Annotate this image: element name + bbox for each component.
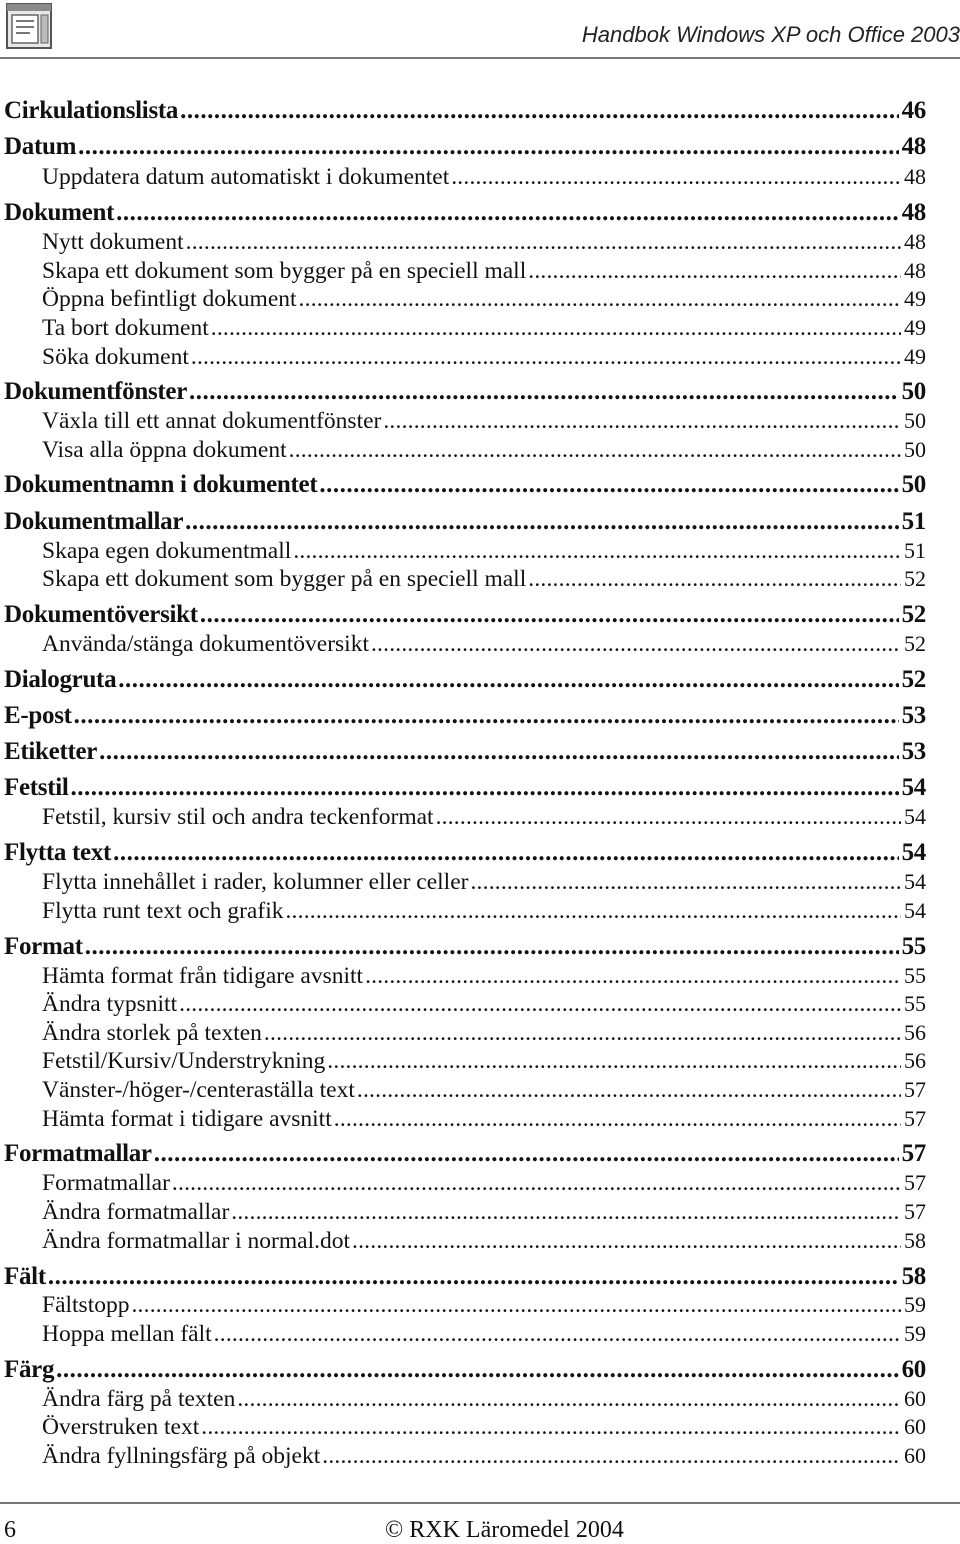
toc-subentry xyxy=(4,989,926,1019)
dot-leader xyxy=(383,406,901,436)
toc-page-number: 52 xyxy=(904,566,926,591)
toc-entry xyxy=(4,665,926,695)
dot-leader xyxy=(319,470,898,500)
toc-subentry xyxy=(4,629,926,659)
dot-leader xyxy=(528,564,901,594)
toc-entry xyxy=(4,132,926,162)
dot-leader xyxy=(116,198,898,228)
toc-page-number: 52 xyxy=(901,666,926,693)
toc-entry xyxy=(4,932,926,962)
toc-page-number: 48 xyxy=(904,229,926,254)
toc-entry-label: Fetstil, kursiv stil och andra teckenformat xyxy=(42,804,434,830)
toc-page-number: 53 xyxy=(901,702,926,729)
toc-entry-label: Fält xyxy=(4,1263,46,1290)
toc-entry-label: Dokumentmallar xyxy=(4,508,184,535)
dot-leader xyxy=(74,701,899,731)
dot-leader xyxy=(299,284,901,314)
toc-entry-label: Dokument xyxy=(4,199,115,226)
toc-page-number: 54 xyxy=(901,839,926,866)
toc-subentry xyxy=(4,1226,926,1256)
toc-entry-label: Dialogruta xyxy=(4,666,117,693)
toc-subentry xyxy=(4,536,926,566)
toc-entry-label: Formatmallar xyxy=(42,1170,170,1196)
dot-leader xyxy=(154,1139,899,1169)
toc-entry-label: Format xyxy=(4,933,83,960)
toc-entry xyxy=(4,600,926,630)
dot-leader xyxy=(113,838,899,868)
toc-subentry xyxy=(4,227,926,257)
toc-subentry xyxy=(4,435,926,465)
toc-entry-label: Formatmallar xyxy=(4,1140,152,1167)
toc-entry-label: Vänster-/höger-/centeraställa text xyxy=(42,1077,355,1103)
toc-page-number: 49 xyxy=(904,315,926,340)
toc-page-number: 48 xyxy=(901,133,926,160)
toc-subentry xyxy=(4,896,926,926)
toc-page-number: 54 xyxy=(904,898,926,923)
toc-page-number: 54 xyxy=(901,774,926,801)
toc-page-number: 60 xyxy=(901,1356,926,1383)
dot-leader xyxy=(186,227,901,257)
dot-leader xyxy=(436,802,901,832)
dot-leader xyxy=(48,1262,899,1292)
toc-entry-label: Växla till ett annat dokumentfönster xyxy=(42,408,382,434)
toc-entry-label: Ändra färg på texten xyxy=(42,1386,236,1412)
toc-subentry xyxy=(4,1384,926,1414)
toc-page-number: 49 xyxy=(904,344,926,369)
toc-subentry xyxy=(4,1168,926,1198)
toc-page-number: 59 xyxy=(904,1292,926,1317)
toc-entry xyxy=(4,470,926,500)
toc-subentry xyxy=(4,564,926,594)
toc-entry-label: Ändra formatmallar xyxy=(42,1199,230,1225)
toc-entry-label: Överstruken text xyxy=(42,1414,200,1440)
toc-page-number: 53 xyxy=(901,738,926,765)
toc-entry-label: Ändra typsnitt xyxy=(42,991,178,1017)
toc-page-number: 55 xyxy=(904,991,926,1016)
toc-page-number: 60 xyxy=(904,1414,926,1439)
dot-leader xyxy=(264,1018,901,1048)
toc-entry-label: Skapa ett dokument som bygger på en speciell mall xyxy=(42,566,527,592)
toc-entry-label: Fetstil/Kursiv/Understrykning xyxy=(42,1048,326,1074)
dot-leader xyxy=(56,1355,898,1385)
toc-entry-label: Hoppa mellan fält xyxy=(42,1321,212,1347)
document-window-icon xyxy=(5,2,55,52)
toc-entry-label: Dokumentnamn i dokumentet xyxy=(4,471,318,498)
toc-entry xyxy=(4,737,926,767)
dot-leader xyxy=(179,989,901,1019)
dot-leader xyxy=(185,507,898,537)
toc-subentry xyxy=(4,961,926,991)
toc-page-number: 51 xyxy=(901,508,926,535)
toc-subentry xyxy=(4,867,926,897)
toc-page-number: 48 xyxy=(904,164,926,189)
running-header-title: Handbok Windows XP och Office 2003 xyxy=(581,22,960,47)
toc-entry xyxy=(4,507,926,537)
toc-subentry xyxy=(4,1412,926,1442)
dot-leader xyxy=(211,313,901,343)
toc-entry-label: Skapa ett dokument som bygger på en speciell mall xyxy=(42,258,527,284)
dot-leader xyxy=(451,162,901,192)
toc-page-number: 57 xyxy=(904,1077,926,1102)
toc-page-number: 50 xyxy=(901,378,926,405)
toc-page-number: 50 xyxy=(904,437,926,462)
toc-page-number: 57 xyxy=(904,1170,926,1195)
toc-page-number: 58 xyxy=(904,1228,926,1253)
toc-entry xyxy=(4,773,926,803)
dot-leader xyxy=(352,1226,901,1256)
dot-leader xyxy=(180,96,898,126)
toc-entry xyxy=(4,1355,926,1385)
toc-subentry xyxy=(4,1441,926,1471)
toc-entry-label: Visa alla öppna dokument xyxy=(42,437,287,463)
toc-entry xyxy=(4,198,926,228)
toc-page-number: 59 xyxy=(904,1321,926,1346)
toc-page-number: 51 xyxy=(904,538,926,563)
toc-page-number: 54 xyxy=(904,869,926,894)
toc-entry-label: Öppna befintligt dokument xyxy=(42,286,297,312)
dot-leader xyxy=(191,342,901,372)
toc-entry xyxy=(4,1262,926,1292)
toc-entry-label: Fetstil xyxy=(4,774,69,801)
toc-subentry xyxy=(4,1290,926,1320)
toc-page-number: 52 xyxy=(901,601,926,628)
toc-entry-label: Använda/stänga dokumentöversikt xyxy=(42,631,369,657)
toc-subentry xyxy=(4,1075,926,1105)
dot-leader xyxy=(172,1168,901,1198)
toc-entry-label: Ändra fyllningsfärg på objekt xyxy=(42,1443,321,1469)
toc-entry-label: Ta bort dokument xyxy=(42,315,209,341)
toc-entry-label: Flytta runt text och grafik xyxy=(42,898,284,924)
toc-subentry xyxy=(4,1018,926,1048)
toc-entry xyxy=(4,96,926,126)
toc-subentry xyxy=(4,802,926,832)
toc-page-number: 56 xyxy=(904,1020,926,1045)
toc-page-number: 48 xyxy=(904,258,926,283)
toc-subentry xyxy=(4,1046,926,1076)
dot-leader xyxy=(365,961,901,991)
toc-page-number: 56 xyxy=(904,1048,926,1073)
toc-page-number: 50 xyxy=(901,471,926,498)
toc-entry-label: Dokumentöversikt xyxy=(4,601,198,628)
toc-subentry xyxy=(4,313,926,343)
toc-page-number: 52 xyxy=(904,631,926,656)
toc-entry-label: Färg xyxy=(4,1356,55,1383)
toc-entry-label: Hämta format i tidigare avsnitt xyxy=(42,1106,332,1132)
toc-entry-label: Flytta text xyxy=(4,839,112,866)
toc-page-number: 48 xyxy=(901,199,926,226)
dot-leader xyxy=(528,256,901,286)
copyright-notice: © RXK Läromedel 2004 xyxy=(385,1517,624,1543)
toc-subentry xyxy=(4,162,926,192)
toc-page-number: 49 xyxy=(904,286,926,311)
dot-leader xyxy=(470,867,901,897)
toc-page-number: 60 xyxy=(904,1386,926,1411)
dot-leader xyxy=(200,600,899,630)
toc-entry-label: Cirkulationslista xyxy=(4,97,179,124)
toc-page-number: 58 xyxy=(901,1263,926,1290)
toc-entry-label: Uppdatera datum automatiskt i dokumentet xyxy=(42,164,450,190)
toc-page-number: 55 xyxy=(901,933,926,960)
toc-entry-label: Fältstopp xyxy=(42,1292,130,1318)
toc-entry-label: E-post xyxy=(4,702,72,729)
toc-entry-label: Flytta innehållet i rader, kolumner eller celler xyxy=(42,869,469,895)
dot-leader xyxy=(322,1441,901,1471)
toc-page-number: 54 xyxy=(904,804,926,829)
dot-leader xyxy=(189,377,899,407)
toc-subentry xyxy=(4,284,926,314)
toc-entry-label: Ändra storlek på texten xyxy=(42,1020,262,1046)
dot-leader xyxy=(71,773,899,803)
dot-leader xyxy=(131,1290,901,1320)
toc-entry xyxy=(4,838,926,868)
dot-leader xyxy=(214,1319,901,1349)
dot-leader xyxy=(293,536,901,566)
dot-leader xyxy=(371,629,901,659)
toc-subentry xyxy=(4,256,926,286)
dot-leader xyxy=(231,1197,901,1227)
toc-subentry xyxy=(4,406,926,436)
toc-page-number: 57 xyxy=(901,1140,926,1167)
toc-page-number: 57 xyxy=(904,1199,926,1224)
footer-divider xyxy=(0,1502,960,1504)
header-divider xyxy=(0,57,960,59)
toc-page-number: 55 xyxy=(904,963,926,988)
dot-leader xyxy=(327,1046,901,1076)
toc-entry-label: Ändra formatmallar i normal.dot xyxy=(42,1228,351,1254)
dot-leader xyxy=(334,1104,901,1134)
dot-leader xyxy=(201,1412,901,1442)
toc-page-number: 50 xyxy=(904,408,926,433)
dot-leader xyxy=(357,1075,901,1105)
toc-entry xyxy=(4,1139,926,1169)
dot-leader xyxy=(285,896,901,926)
toc-entry-label: Dokumentfönster xyxy=(4,378,187,405)
toc-entry-label: Nytt dokument xyxy=(42,229,184,255)
toc-entry-label: Söka dokument xyxy=(42,344,189,370)
toc-page-number: 57 xyxy=(904,1106,926,1131)
toc-page-number: 60 xyxy=(904,1443,926,1468)
toc-entry-label: Skapa egen dokumentmall xyxy=(42,538,292,564)
toc-subentry xyxy=(4,342,926,372)
dot-leader xyxy=(118,665,898,695)
toc-entry xyxy=(4,701,926,731)
toc-subentry xyxy=(4,1319,926,1349)
toc-page-number: 46 xyxy=(901,97,926,124)
toc-subentry xyxy=(4,1104,926,1134)
dot-leader xyxy=(237,1384,901,1414)
page-number: 6 xyxy=(4,1517,16,1543)
dot-leader xyxy=(99,737,899,767)
dot-leader xyxy=(289,435,901,465)
toc-entry-label: Hämta format från tidigare avsnitt xyxy=(42,963,364,989)
toc-entry-label: Datum xyxy=(4,133,77,160)
toc-subentry xyxy=(4,1197,926,1227)
dot-leader xyxy=(78,132,898,162)
toc-entry xyxy=(4,377,926,407)
toc-entry-label: Etiketter xyxy=(4,738,98,765)
dot-leader xyxy=(85,932,899,962)
